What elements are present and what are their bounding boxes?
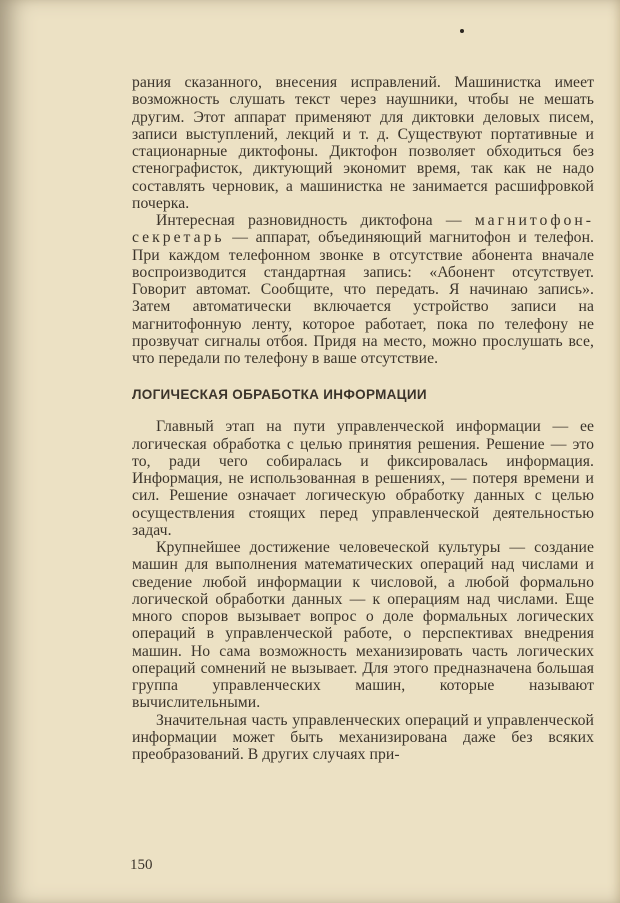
paragraph-1: рания сказанного, внесения исправлений. Машинистка имеет возможность слушать текст через наушники, чтобы не мешать другим. Этот аппарат применяют для диктовки деловых писем, записи выступлений, лекций и т. д. Существуют портативные и стационарные диктофоны. Диктофон позволяет обходиться без стенографисток, диктующий экономит время, так как не надо составлять черновик, а машинистка не занимается расшифровкой почерка. bbox=[132, 74, 594, 212]
ink-speck bbox=[460, 29, 464, 33]
page-number: 150 bbox=[130, 857, 153, 873]
page-body bbox=[132, 74, 594, 763]
paragraph-2-rest: — аппарат, объединяющий магнитофон и телефон. При каждом телефонном звонке в отсутствие абонента вначале воспроизводится стандартная запись: «Абонент отсутствует. Говорит автомат. Сообщите, что передать. Я начинаю запись». Затем автоматически включается устройство записи на магнитофонную ленту, которое работает, пока по телефону не прозвучат сигналы отбоя. Придя на место, можно прослушать все, что передали по телефону в ваше отсутствие. bbox=[132, 229, 594, 367]
paragraph-2 bbox=[132, 212, 594, 367]
section-heading: ЛОГИЧЕСКАЯ ОБРАБОТКА ИНФОРМАЦИИ bbox=[132, 387, 427, 403]
paragraph-3: Главный этап на пути управленческой информации — ее логическая обработка с целью принятия решения. Решение — это то, ради чего собиралась и фиксировалась информация. Информация, не использованная в решениях, — потеря времени и сил. Решение означает логическую обработку данных с целью осуществления стоящих перед управленческой деятельностью задач. bbox=[132, 418, 594, 539]
paragraph-2-lead: Интересная разновидность диктофона — bbox=[156, 212, 475, 229]
paragraph-4: Крупнейшее достижение человеческой культуры — создание машин для выполнения математических операций над числами и сведение любой информации к числовой, а любой формально логической обработки данных — к операциям над числами. Еще много споров вызывает вопрос о доле формальных логических операций в управленческой работе, о перспективах внедрения машин. Но сама возможность механизировать часть логических операций сомнений не вызывает. Для этого предназначена большая группа управленческих машин, которые называют вычислительными. bbox=[132, 539, 594, 712]
spaced-term: магнитофон-секретарь bbox=[132, 212, 594, 247]
paragraph-5: Значительная часть управленческих операций и управленческой информации может быть механизирована даже без всяких преобразований. В других случаях при- bbox=[132, 711, 594, 763]
